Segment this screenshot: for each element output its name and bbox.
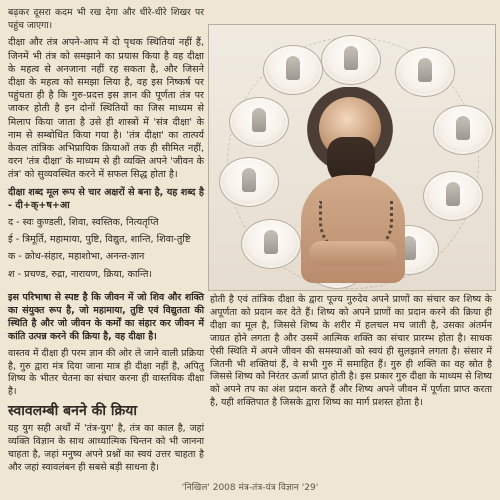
- guru-figure: [291, 83, 413, 290]
- definition-d: द - स्वः कुण्डली, शिवा, स्वस्तिक, नित्यतृप्ति: [8, 217, 159, 229]
- deity-medallion-lower-right: [423, 171, 483, 221]
- left-column-top: [8, 6, 204, 286]
- deity-medallion-upper-left: [229, 97, 289, 147]
- article-paragraph-6: होती है एवं तांत्रिक दीक्षा के द्वारा पूज्य गुरुदेव अपने प्राणों का संचार कर शिष्य के अपूर्णता को प्रदान कर देते हैं। शिष्य को अपने प्राणों का प्रदान करने की क्रिया ही दीक्षा का मूल है, जिससे शिष्य के शरीर में हलचल मच जाती है, उसका अंतर्मन जाग्रत होने लगता है और उसमें आत्मिक शक्ति का संचार प्रारम्भ होता है। साधक ऐसी स्थिति में अपने जीवन की समस्याओं को स्वयं ही सुलझाने लगता है। संसार में जितनी भी शक्तियां हैं, वे सभी गुरु में समाहित हैं। गुरु ही शक्ति का वह स्रोत है जिससे शिष्य को निरंतर ऊर्जा प्राप्त होती है। इस प्रकार गुरु दीक्षा के माध्यम से शिष्य को अपने तप का अंश प्रदान करते हैं और शिष्य अपने जीवन में पूर्णता प्राप्त करता है, यही शक्तिपात है जिसके द्वारा शिष्य का मार्ग प्रशस्त होता है।: [210, 294, 492, 409]
- left-column-bottom: [8, 292, 204, 487]
- definition-sh: श - प्रचण्ड, रुद्रा, नारायण, क्रिया, कान्ति।: [8, 268, 153, 280]
- article-paragraph-5: यह युग सही अर्थों में 'तंत्र-युग' है, तंत्र का काल है, जहां व्यक्ति विज्ञान के साथ आध्यात्मिक चिन्तन को भी जानना चाहता है, जहां मनुष्य अपने प्रश्नों का स्वयं उत्तर चाहता है और जहां स्वावलंबन ही सबसे बड़ी साधना है।: [8, 423, 204, 473]
- article-paragraph-3: इस परिभाषा से स्पष्ट है कि जीवन में जो शिव और शक्ति का संयुक्त रूप है, जो महामाया, तुष्टि एवं विद्युतता की स्थिति है और जो जीवन के कर्मों का संहार कर जीवन में कांति उत्पन्न करने की क्रिया है, वह दीक्षा है।: [8, 292, 204, 342]
- page-footer: 'निखिल' 2008 मंत्र-तंत्र-यंत्र विज्ञान '29': [181, 483, 319, 493]
- right-column-bottom: [210, 294, 492, 470]
- article-paragraph-4: वास्तव में दीक्षा ही परम ज्ञान की ओर ले जाने वाली प्रक्रिया है, गुरु द्वारा मंत्र दिया जाना मात्र ही दीक्षा नहीं है, अपितु शिष्य के भीतर चेतना का संचार करना ही वास्तविक दीक्षा है।: [8, 347, 204, 398]
- deity-medallion-top: [321, 35, 381, 85]
- section-heading: स्वावलम्बी बनने की क्रिया: [8, 403, 137, 420]
- article-paragraph-2: दीक्षा शब्द मूल रूप से चार अक्षरों से बना है, यह शब्द है - दी+क्+ष+आ: [8, 186, 204, 211]
- deity-medallion-left: [219, 157, 279, 207]
- definition-e: ई - त्रिमूर्ति, महामाया, पुष्टि, विद्युत, शान्ति, शिवा-तुष्टि: [8, 234, 191, 246]
- definition-k: क - क्रोध-संहार, महाशोभा, अनन्त-ज्ञान: [8, 251, 145, 263]
- deity-medallion-right: [433, 105, 493, 155]
- guru-hands: [309, 241, 397, 265]
- article-paragraph-1: दीक्षा और तंत्र अपने-आप में दो पृथक स्थितियां नहीं हैं, जिनमें भी तंत्र को समझाने का प्रयास किया है वह दीक्षा के महत्व से अनजाना नहीं रह सकता है, और जिसने दीक्षा के महत्व को समझा लिया है, वह इस निष्कर्ष पर पहुंचता ही है कि गुरु-प्रदत्त इस ज्ञान की पूर्णता तंत्र पर जाकर होती है इन दोनों स्थितियों का जिस माध्यम से मिलाप किया जाता है उसे ही शास्त्रों में 'संत्र दीक्षा' के नाम से सम्बोधित किया गया है। 'तंत्र दीक्षा' का तात्पर्य केवल तांत्रिक अभिप्रायिक क्रियाओं तक ही सीमित नहीं, वरन 'तंत्र दीक्षा' के माध्यम से ही व्यक्ति अपने 'जीवन के तंत्र' को सुव्यवस्थित करने में सफल सिद्ध होता है।: [8, 37, 204, 181]
- intro-paragraph: बढ़कर दूसरा कदम भी रख देगा और धीरे-धीरे शिखर पर पहुंच जाएगा।: [8, 7, 204, 32]
- spiritual-illustration: [208, 24, 496, 291]
